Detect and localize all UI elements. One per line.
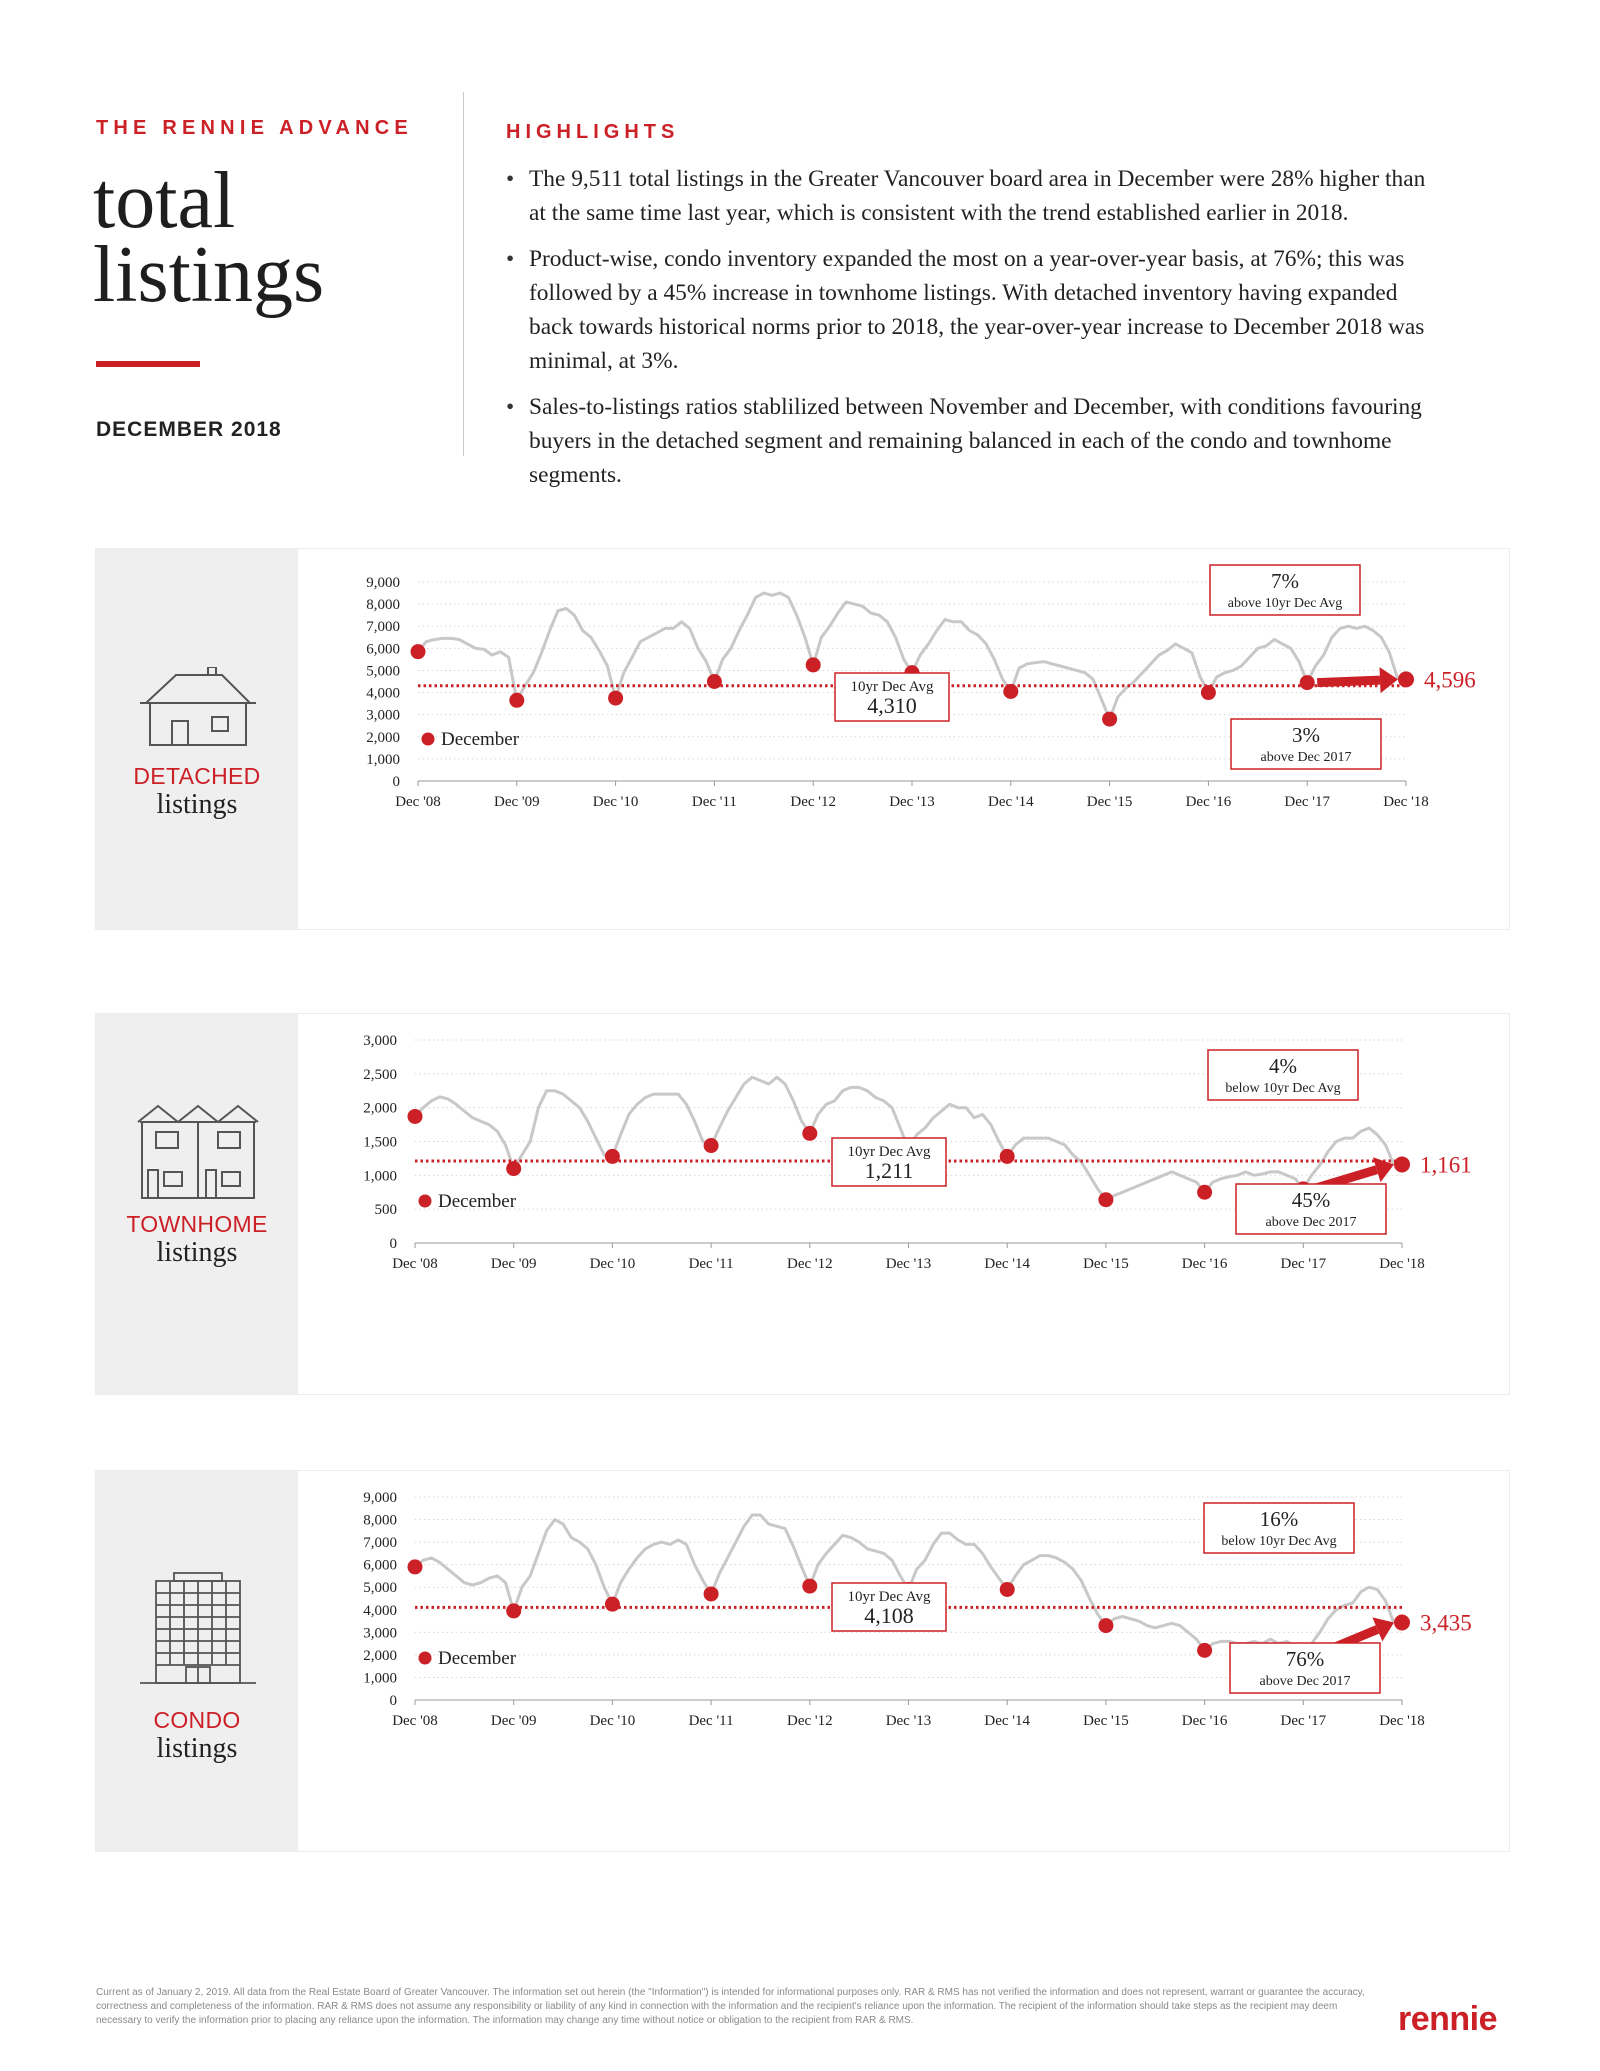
- average-box-value: 4,310: [867, 693, 917, 718]
- x-tick-label: Dec '17: [1280, 1256, 1327, 1272]
- x-tick-label: Dec '17: [1280, 1713, 1327, 1729]
- x-tick-label: Dec '09: [490, 1256, 537, 1272]
- yoy-arrow-shaft: [1317, 680, 1380, 683]
- x-tick-label: Dec '14: [987, 794, 1034, 810]
- title-line-2: listings: [93, 231, 325, 319]
- y-tick-label: 3,000: [363, 1625, 397, 1642]
- average-box-label: 10yr Dec Avg: [850, 679, 934, 695]
- page-title: [93, 157, 325, 319]
- x-tick-label: Dec '18: [1379, 1256, 1425, 1272]
- rennie-logo: rennie: [1398, 2000, 1498, 2038]
- december-point: [1102, 712, 1117, 727]
- december-point: [608, 691, 623, 706]
- december-point: [1000, 1149, 1015, 1164]
- condo-building-icon: [136, 1571, 260, 1685]
- x-tick-label: Dec '13: [885, 1713, 932, 1729]
- y-tick-label: 7,000: [363, 1535, 397, 1552]
- panel-label-listings: listings: [156, 1237, 238, 1268]
- average-comparison-callout-value: 4%: [1269, 1054, 1297, 1078]
- december-point: [802, 1579, 817, 1594]
- condo-panel: [95, 1470, 1510, 1852]
- detached-panel: [95, 548, 1510, 930]
- townhome-panel: [95, 1013, 1510, 1395]
- y-tick-label: 3,000: [366, 707, 400, 724]
- x-tick-label: Dec '10: [589, 1256, 636, 1272]
- y-tick-label: 6,000: [363, 1557, 397, 1574]
- average-comparison-callout-text: below 10yr Dec Avg: [1225, 1081, 1341, 1096]
- panel-label-type: CONDO: [153, 1707, 241, 1733]
- x-tick-label: Dec '15: [1086, 794, 1133, 810]
- december-point: [1394, 1156, 1410, 1172]
- panel-label-type: DETACHED: [133, 763, 261, 789]
- december-point: [605, 1597, 620, 1612]
- year-over-year-callout-value: 45%: [1291, 1188, 1331, 1212]
- y-tick-label: 6,000: [366, 641, 400, 658]
- panel-label: [96, 1707, 298, 1764]
- x-tick-label: Dec '15: [1083, 1256, 1129, 1272]
- legend-label: December: [438, 1648, 517, 1669]
- y-tick-label: 9,000: [363, 1490, 397, 1506]
- december-point: [1197, 1185, 1212, 1200]
- y-tick-label: 4,000: [363, 1602, 397, 1619]
- report-date: DECEMBER 2018: [96, 418, 282, 441]
- x-tick-label: Dec '10: [592, 794, 639, 810]
- panel-sidebar: [96, 549, 298, 929]
- panel-label: [96, 763, 298, 820]
- x-tick-label: Dec '08: [392, 1713, 438, 1729]
- x-tick-label: Dec '09: [490, 1713, 537, 1729]
- panel-label-listings: listings: [156, 789, 238, 820]
- legend-label: December: [441, 729, 520, 750]
- x-tick-label: Dec '13: [885, 1256, 932, 1272]
- december-point: [1098, 1192, 1113, 1207]
- y-tick-label: 7,000: [366, 619, 400, 636]
- latest-value-label: 4,596: [1424, 667, 1476, 693]
- panel-sidebar: [96, 1014, 298, 1394]
- x-tick-label: Dec '14: [984, 1256, 1031, 1272]
- townhouse-icon: [136, 1104, 260, 1200]
- x-tick-label: Dec '16: [1181, 1713, 1228, 1729]
- x-tick-label: Dec '12: [790, 794, 837, 810]
- y-tick-label: 3,000: [363, 1033, 397, 1049]
- x-tick-label: Dec '08: [395, 794, 441, 810]
- december-point: [605, 1149, 620, 1164]
- x-tick-label: Dec '08: [392, 1256, 438, 1272]
- highlights-heading: HIGHLIGHTS: [506, 121, 680, 143]
- december-point: [1098, 1618, 1113, 1633]
- december-point: [707, 674, 722, 689]
- x-tick-label: Dec '18: [1379, 1713, 1425, 1729]
- year-over-year-callout-value: 76%: [1285, 1647, 1325, 1671]
- y-tick-label: 8,000: [363, 1512, 397, 1529]
- y-tick-label: 2,000: [366, 729, 400, 746]
- y-tick-label: 4,000: [366, 685, 400, 702]
- december-point: [1300, 675, 1315, 690]
- x-tick-label: Dec '16: [1181, 1256, 1228, 1272]
- panel-label-listings: listings: [156, 1733, 238, 1764]
- december-point: [509, 693, 524, 708]
- legend-marker: [419, 1195, 432, 1208]
- x-tick-label: Dec '11: [691, 794, 737, 810]
- highlight-item: • The 9,511 total listings in the Greater Vancouver board area in December were 28% higher than at the same time last year, which is consistent with the trend established earlier in 2018.: [506, 162, 1446, 230]
- title-line-1: total: [93, 157, 236, 245]
- average-box-value: 1,211: [864, 1158, 914, 1183]
- y-tick-label: 5,000: [366, 663, 400, 680]
- average-comparison-callout-text: below 10yr Dec Avg: [1221, 1534, 1337, 1549]
- year-over-year-callout-value: 3%: [1292, 723, 1320, 747]
- highlight-item: • Sales-to-listings ratios stablilized between November and December, with conditions favouring buyers in the detached segment and remaining balanced in each of the condo and townhome segments.: [506, 390, 1446, 492]
- legend-label: December: [438, 1191, 517, 1212]
- x-tick-label: Dec '12: [786, 1713, 833, 1729]
- december-point: [408, 1559, 423, 1574]
- latest-value-label: 3,435: [1420, 1610, 1472, 1636]
- december-point: [408, 1109, 423, 1124]
- y-tick-label: 8,000: [366, 597, 400, 614]
- y-tick-label: 1,000: [366, 751, 400, 768]
- detached-listings-chart: [298, 549, 1511, 931]
- legend-marker: [419, 1652, 432, 1665]
- average-comparison-callout-value: 16%: [1259, 1507, 1299, 1531]
- average-comparison-callout-value: 7%: [1271, 569, 1299, 593]
- x-tick-label: Dec '13: [889, 794, 935, 810]
- panel-label-type: TOWNHOME: [126, 1211, 268, 1237]
- year-over-year-callout-text: above Dec 2017: [1259, 1674, 1351, 1689]
- header-divider: [463, 92, 464, 456]
- y-tick-label: 1,500: [363, 1134, 397, 1151]
- december-point: [1201, 685, 1216, 700]
- year-over-year-callout-text: above Dec 2017: [1260, 750, 1352, 765]
- y-tick-label: 2,000: [363, 1100, 397, 1117]
- average-box-label: 10yr Dec Avg: [847, 1589, 931, 1605]
- panel-sidebar: [96, 1471, 298, 1851]
- average-comparison-callout-text: above 10yr Dec Avg: [1227, 596, 1343, 611]
- x-tick-label: Dec '15: [1083, 1713, 1129, 1729]
- x-tick-label: Dec '11: [688, 1256, 734, 1272]
- december-point: [506, 1161, 521, 1176]
- december-point: [802, 1126, 817, 1141]
- house-icon: [136, 667, 260, 747]
- highlights-list: [506, 162, 1446, 504]
- december-point: [411, 644, 426, 659]
- y-tick-label: 0: [389, 1236, 397, 1252]
- y-tick-label: 0: [392, 774, 400, 790]
- y-tick-label: 1,000: [363, 1670, 397, 1687]
- x-tick-label: Dec '16: [1185, 794, 1232, 810]
- report-kicker: THE RENNIE ADVANCE: [96, 117, 413, 139]
- x-tick-label: Dec '09: [493, 794, 540, 810]
- condo-listings-chart: [298, 1471, 1511, 1853]
- december-point: [1394, 1615, 1410, 1631]
- panel-label: [96, 1211, 298, 1268]
- december-point: [506, 1603, 521, 1618]
- december-point: [1398, 671, 1414, 687]
- y-tick-label: 2,000: [363, 1647, 397, 1664]
- average-box-label: 10yr Dec Avg: [847, 1144, 931, 1160]
- year-over-year-callout-text: above Dec 2017: [1265, 1215, 1357, 1230]
- x-tick-label: Dec '12: [786, 1256, 833, 1272]
- december-point: [704, 1586, 719, 1601]
- y-tick-label: 9,000: [366, 575, 400, 591]
- y-tick-label: 5,000: [363, 1580, 397, 1597]
- title-rule: [96, 361, 200, 367]
- y-tick-label: 2,500: [363, 1066, 397, 1083]
- december-point: [1000, 1582, 1015, 1597]
- december-point: [1197, 1643, 1212, 1658]
- y-tick-label: 0: [389, 1693, 397, 1709]
- december-point: [806, 657, 821, 672]
- x-tick-label: Dec '10: [589, 1713, 636, 1729]
- december-point: [1003, 684, 1018, 699]
- december-point: [704, 1138, 719, 1153]
- average-box-value: 4,108: [864, 1603, 914, 1628]
- y-tick-label: 1,000: [363, 1168, 397, 1185]
- townhome-listings-chart: [298, 1014, 1511, 1396]
- x-tick-label: Dec '14: [984, 1713, 1031, 1729]
- highlight-item: • Product-wise, condo inventory expanded the most on a year-over-year basis, at 76%; this was followed by a 45% increase in townhome listings. With detached inventory having expanded back towards historical norms prior to 2018, the year-over-year increase to December 2018 was minimal, at 3%.: [506, 242, 1446, 378]
- x-tick-label: Dec '11: [688, 1713, 734, 1729]
- latest-value-label: 1,161: [1420, 1152, 1472, 1178]
- x-tick-label: Dec '17: [1284, 794, 1331, 810]
- legend-marker: [422, 733, 435, 746]
- x-tick-label: Dec '18: [1383, 794, 1429, 810]
- footer-disclaimer: Current as of January 2, 2019. All data from the Real Estate Board of Greater Vancouver. The information set out herein (the "Information") is intended for informational purposes only. RAR & RMS has not verified the information and does not represent, warrant or guarantee the accuracy, correctness and completeness of the information. RAR & RMS does not assume any responsibility or liability of any kind in connection with the information and the recipient's reliance upon the information. The recipient of the information should take steps as the recipient may deem necessary to verify the information prior to placing any reliance upon the information. The information may change any time without notice or obligation to the recipient from RAR & RMS.: [96, 1987, 1365, 2026]
- y-tick-label: 500: [374, 1202, 397, 1219]
